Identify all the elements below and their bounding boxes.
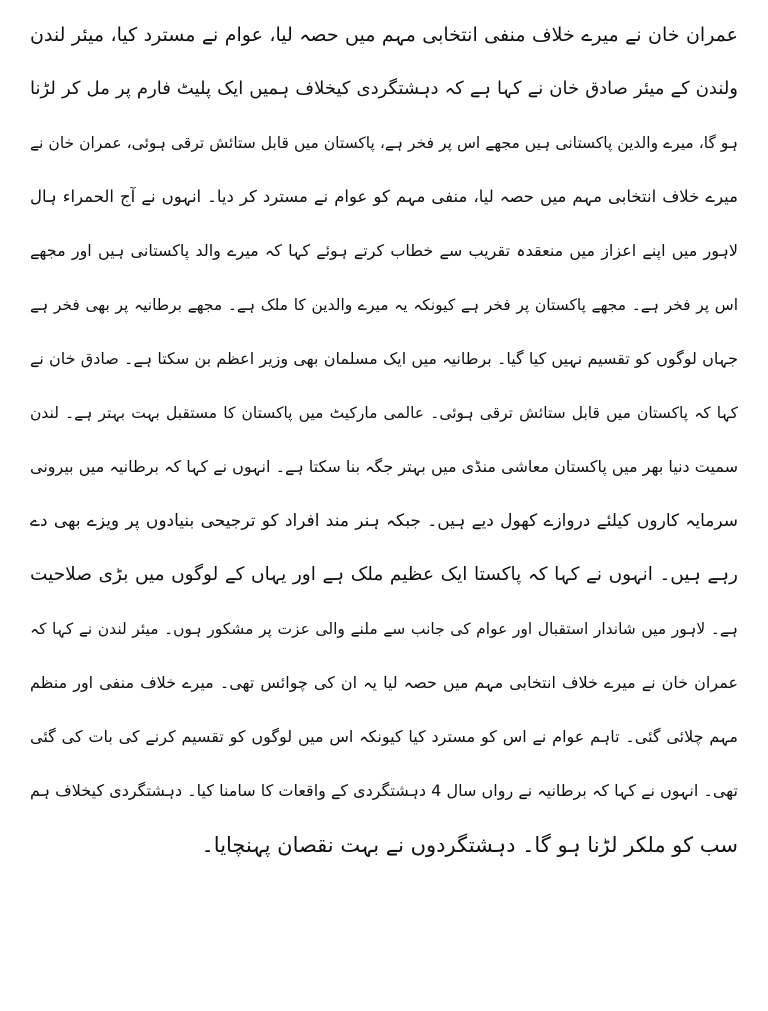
article-line: اس پر فخر ہے۔ مجھے پاکستان پر فخر ہے کیونکہ یہ میرے والدین کا ملک ہے۔ مجھے برطانیہ پر بھی فخر ہے — [30, 296, 738, 314]
article-line: ہے۔ لاہور میں شاندار استقبال اور عوام کی جانب سے ملنے والی عزت پر مشکور ہوں۔ میئر لندن نے کہا کہ — [30, 620, 738, 638]
article-line: عمران خان نے میرے خلاف انتخابی مہم میں حصہ لیا یہ ان کی چوائس تھی۔ میرے خلاف منفی اور منظم — [30, 673, 738, 692]
article-line: میرے خلاف انتخابی مہم میں حصہ لیا، منفی مہم کو عوام نے مسترد کر دیا۔ انہوں نے آج الحمراء ہال — [30, 187, 738, 206]
article-line: عمران خان نے میرے خلاف منفی انتخابی مہم میں حصہ لیا، عوام نے مسترد کیا، میئر لندن — [30, 24, 738, 46]
article-line: سرمایہ کاروں کیلئے دروازے کھول دیے ہیں۔ جبکہ ہنر مند افراد کو ترجیحی بنیادوں پر ویزے بھی دے — [30, 511, 738, 531]
article-line: سب کو ملکر لڑنا ہو گا۔ دہشتگردوں نے بہت نقصان پہنچایا۔ — [201, 833, 738, 857]
article-line: تھی۔ انہوں نے کہا کہ برطانیہ نے رواں سال 4 دہشتگردی کے واقعات کا سامنا کیا۔ دہشتگردی کیخلاف ہم — [30, 781, 738, 800]
article-line: ولندن کے میئر صادق خان نے کہا ہے کہ دہشتگردی کیخلاف ہمیں ایک پلیٹ فارم پر مل کر لڑنا — [30, 78, 738, 99]
article-line: سمیت دنیا بھر میں پاکستان معاشی منڈی میں بہتر جگہ بنا سکتا ہے۔ انہوں نے کہا کہ برطانیہ میں بیرونی — [30, 457, 738, 476]
article-line: رہے ہیں۔ انہوں نے کہا کہ پاکستا ایک عظیم ملک ہے اور یہاں کے لوگوں میں بڑی صلاحیت — [30, 564, 738, 585]
article-line: جہاں لوگوں کو تقسیم نہیں کیا گیا۔ برطانیہ میں ایک مسلمان بھی وزیر اعظم بن سکتا ہے۔ صادق خان نے — [30, 349, 738, 368]
article-line: لاہور میں اپنے اعزاز میں منعقدہ تقریب سے خطاب کرتے ہوئے کہا کہ میرے والد پاکستانی ہیں اور مجھے — [30, 241, 738, 260]
article-line: کہا کہ پاکستان میں قابل ستائش ترقی ہوئی۔ عالمی مارکیٹ میں پاکستان کا مستقبل بہت بہتر ہے۔ لندن — [30, 404, 738, 422]
article-line: ہو گا، میرے والدین پاکستانی ہیں مجھے اس پر فخر ہے، پاکستان میں قابل ستائش ترقی ہوئی، عمران خان نے — [30, 134, 738, 152]
article-line: مہم چلائی گئی۔ تاہم عوام نے اس کو مسترد کیا کیونکہ اس میں لوگوں کو تقسیم کرنے کی بات کی گئی — [30, 727, 738, 746]
